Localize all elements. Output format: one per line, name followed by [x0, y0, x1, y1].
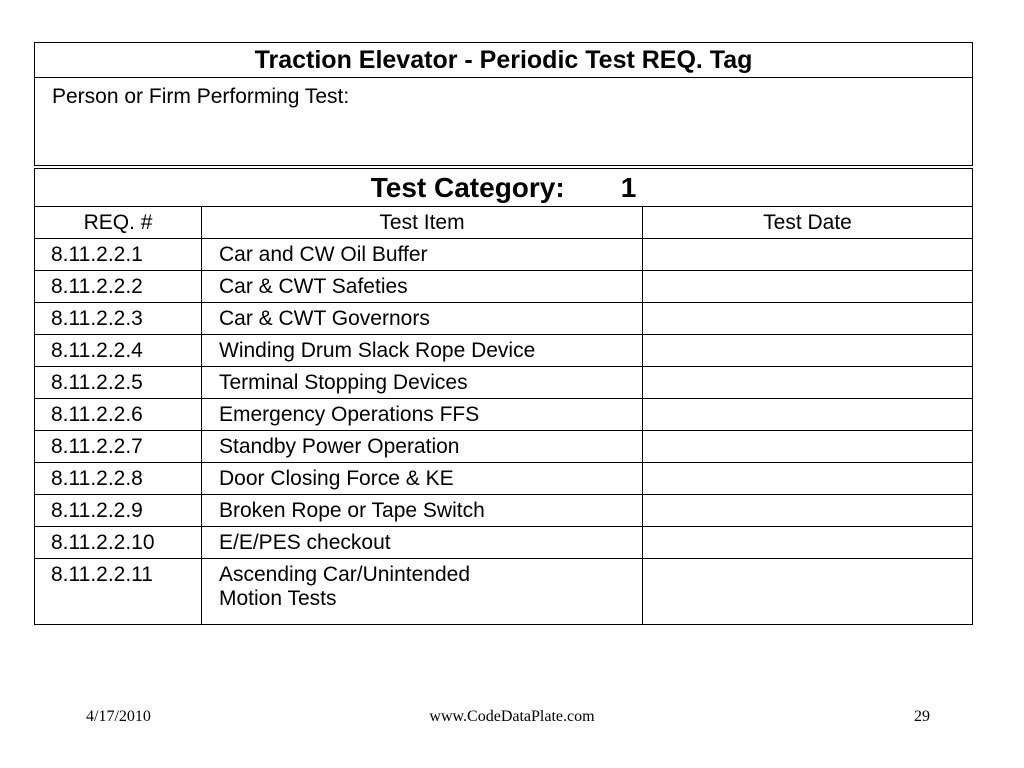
test-item-line-1: Ascending Car/Unintended: [219, 563, 470, 586]
test-category-row: [35, 167, 973, 207]
test-item: Winding Drum Slack Rope Device: [202, 335, 643, 367]
test-category-label: Test Category:: [370, 171, 565, 203]
test-item: E/E/PES checkout: [202, 527, 643, 559]
req-number: 8.11.2.2.6: [35, 399, 202, 431]
req-number: 8.11.2.2.2: [35, 271, 202, 303]
footer-page-number: 29: [914, 708, 930, 725]
table-row: [35, 559, 973, 625]
test-item-line-2: Motion Tests: [219, 587, 337, 610]
test-date-cell[interactable]: [643, 239, 973, 271]
tag-title: Traction Elevator - Periodic Test REQ. Tag: [35, 43, 973, 78]
table-row: [35, 303, 973, 335]
table-row: [35, 399, 973, 431]
req-number: 8.11.2.2.8: [35, 463, 202, 495]
table-row: [35, 367, 973, 399]
test-item: [202, 559, 643, 625]
table-row: [35, 463, 973, 495]
test-item: Broken Rope or Tape Switch: [202, 495, 643, 527]
req-number: 8.11.2.2.3: [35, 303, 202, 335]
table-row: [35, 335, 973, 367]
test-date-cell[interactable]: [643, 271, 973, 303]
table-row: [35, 431, 973, 463]
table-row: [35, 271, 973, 303]
column-header-test-item: Test Item: [202, 207, 643, 239]
test-date-cell[interactable]: [643, 335, 973, 367]
test-item: Car & CWT Safeties: [202, 271, 643, 303]
table-row: [35, 239, 973, 271]
test-date-cell[interactable]: [643, 399, 973, 431]
test-item: Terminal Stopping Devices: [202, 367, 643, 399]
test-date-cell[interactable]: [643, 495, 973, 527]
table-row: [35, 495, 973, 527]
test-tag-table: [34, 42, 973, 625]
person-or-firm-field[interactable]: [35, 78, 973, 168]
req-number: 8.11.2.2.4: [35, 335, 202, 367]
test-date-cell[interactable]: [643, 367, 973, 399]
test-item: Car & CWT Governors: [202, 303, 643, 335]
column-header-req: REQ. #: [35, 207, 202, 239]
footer-website: www.CodeDataPlate.com: [429, 708, 595, 725]
test-date-cell[interactable]: [643, 559, 973, 625]
test-category-value: 1: [620, 171, 637, 203]
req-number: 8.11.2.2.11: [35, 559, 202, 625]
test-date-cell[interactable]: [643, 431, 973, 463]
table-row: [35, 527, 973, 559]
req-number: 8.11.2.2.7: [35, 431, 202, 463]
test-date-cell[interactable]: [643, 527, 973, 559]
column-header-test-date: Test Date: [643, 207, 973, 239]
req-number: 8.11.2.2.10: [35, 527, 202, 559]
test-date-cell[interactable]: [643, 463, 973, 495]
footer-date: 4/17/2010: [86, 708, 151, 725]
req-number: 8.11.2.2.1: [35, 239, 202, 271]
test-date-cell[interactable]: [643, 303, 973, 335]
person-or-firm-label: Person or Firm Performing Test:: [52, 85, 350, 108]
test-item: Standby Power Operation: [202, 431, 643, 463]
req-number: 8.11.2.2.9: [35, 495, 202, 527]
req-number: 8.11.2.2.5: [35, 367, 202, 399]
test-item: Door Closing Force & KE: [202, 463, 643, 495]
test-item: Emergency Operations FFS: [202, 399, 643, 431]
test-item: Car and CW Oil Buffer: [202, 239, 643, 271]
